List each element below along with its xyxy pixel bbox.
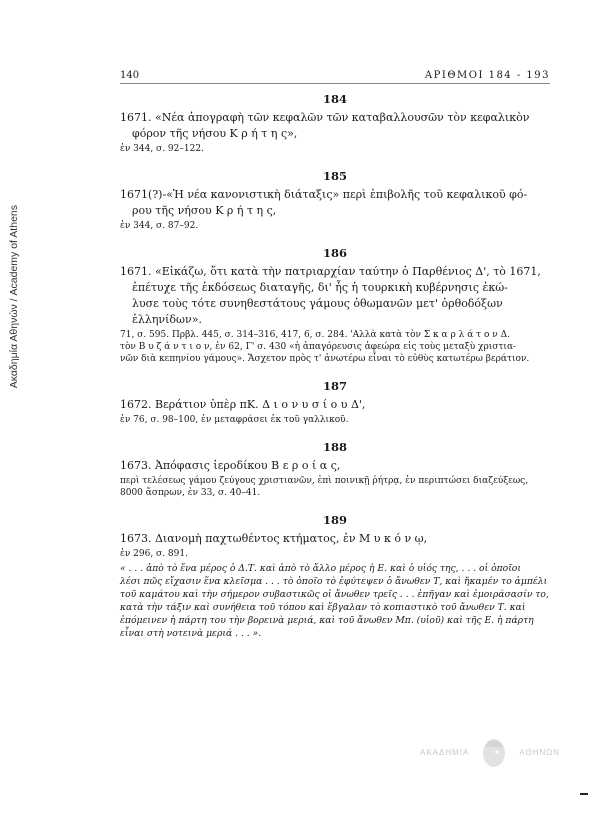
entry xyxy=(120,513,550,640)
entry-line: 1672. Βεράτιον ὑπὲρ πΚ. Δ ι ο ν υ σ ί ο υ Δ', xyxy=(120,398,366,411)
quote-line: ἐπόμεινεν ἡ πάρτη του τὴν βορεινὰ μεριά, καὶ τοῦ ἄνωθεν Μπ. (υἱοῦ) καὶ τῆς Ε. ἡ πάρτη xyxy=(120,615,534,626)
entry-reference xyxy=(120,548,550,560)
entry-number: 186 xyxy=(322,246,347,260)
entry-number: 188 xyxy=(322,440,347,454)
entry-text xyxy=(120,110,550,142)
entry-reference xyxy=(120,475,550,499)
entry-line: 1671. «Εἰκάζω, ὅτι κατὰ τὴν πατριαρχίαν ταύτην ὁ Παρθένιος Δ', τὸ 1671, xyxy=(120,265,541,278)
entry xyxy=(120,246,550,365)
reference-line: νῶν διὰ κεπηνίου γάμους». Ἄσχετον πρὸς τ' ἀνωτέρω εἶναι τὸ εὐθὺς κατωτέρω βεράτιον. xyxy=(120,354,530,364)
scan-mark xyxy=(580,793,588,795)
entry-quote xyxy=(120,562,550,640)
watermark-right-text: ΑΘΗΝΩΝ xyxy=(519,747,561,757)
reference-line: ἐν 344, σ. 87–92. xyxy=(120,221,199,231)
entry-line: ἐπέτυχε τῆς ἐκδόσεως διαταγῆς, δι' ἧς ἡ τουρκικὴ κυβέρνησις ἐκώ- xyxy=(132,281,508,294)
reference-line: ἐν 76, σ. 98–100, ἐν μεταφράσει ἐκ τοῦ γαλλικοῦ. xyxy=(120,415,349,425)
entry-line: λυσε τοὺς τότε συνηθεστάτους γάμους ὀθωμανῶν μετ' ὀρθοδόξων xyxy=(132,297,503,310)
entry-number: 184 xyxy=(322,92,347,106)
quote-line: κατὰ τὴν τάξιν καὶ συνήθεια τοῦ τόπου καὶ ἔβγαλαν τὸ κοπιαστικὸ τοῦ ἄνωθεν Τ. καὶ xyxy=(120,602,526,613)
entry-line: 1673. Ἀπόφασις ἱεροδίκου Β ε ρ ο ί α ς, xyxy=(120,459,341,472)
reference-line: περὶ τελέσεως γάμου ζεύγους χριστιανῶν, ἐπὶ ποινικῇ ῥήτρᾳ, ἐν περιπτώσει διαζεύξεως, xyxy=(120,476,529,486)
entry-line: 1671. «Νέα ἀπογραφὴ τῶν κεφαλῶν τῶν καταβαλλουσῶν τὸν κεφαλικὸν xyxy=(120,111,530,124)
entry-text xyxy=(120,187,550,219)
entry-text xyxy=(120,531,550,547)
watermark-left-text: ΑΚΑΔΗΜΙΑ xyxy=(420,747,470,757)
academy-watermark xyxy=(420,735,560,769)
entry xyxy=(120,169,550,232)
entry-line: 1673. Διανομὴ παχτωθέντος κτήματος, ἐν Μ υ κ ό ν ῳ, xyxy=(120,532,428,545)
reference-line: ἐν 296, σ. 891. xyxy=(120,549,188,559)
entry-line: ἑλληνίδων». xyxy=(132,313,202,326)
page xyxy=(120,70,550,654)
entry-text xyxy=(120,264,550,328)
athena-head-icon xyxy=(479,735,509,769)
reference-line: τὸν Β υ ζ ά ν τ ι ο ν, ἐν 62, Γ' σ. 430 «ἡ ἀπαγόρευσις ἀφεώρα εἰς τοὺς μεταξὺ χριστια- xyxy=(120,342,517,352)
entry-reference xyxy=(120,143,550,155)
side-label: Ακαδημία Αθηνών / Academy of Athens xyxy=(8,205,20,389)
entry-reference xyxy=(120,329,550,365)
entry-reference xyxy=(120,220,550,232)
entry-number: 185 xyxy=(322,169,347,183)
reference-line: ἐν 344, σ. 92–122. xyxy=(120,144,204,154)
entry xyxy=(120,379,550,426)
entry-number: 187 xyxy=(322,379,347,393)
quote-line: « . . . ἀπὸ τὸ ἕνα μέρος ὁ Δ.Τ. καὶ ἀπὸ τὸ ἄλλο μέρος ἡ Ε. καὶ ὁ υἱός της, . . . οἱ ὁποῖοι xyxy=(120,563,521,574)
page-number: 140 xyxy=(120,70,140,81)
entry xyxy=(120,440,550,499)
reference-line: 8000 ἄσπρων, ἐν 33, σ. 40–41. xyxy=(120,488,261,498)
page-header xyxy=(120,70,550,84)
entry-line: φόρον τῆς νήσου Κ ρ ή τ η ς», xyxy=(132,127,298,140)
entry-line: ρου τῆς νήσου Κ ρ ή τ η ς, xyxy=(132,204,277,217)
entry-reference xyxy=(120,414,550,426)
running-title: ΑΡΙΘΜΟΙ 184 - 193 xyxy=(424,70,550,81)
reference-line: 71, σ. 595. Πρβλ. 445, σ. 314–316, 417, 6, σ. 284. 'Αλλὰ κατὰ τὸν Σ κ α ρ λ ά τ ο ν Δ. xyxy=(120,330,510,340)
quote-line: εἶναι στὴ νοτεινὰ μεριά . . . ». xyxy=(120,628,262,639)
entry-number: 189 xyxy=(322,513,347,527)
quote-line: λέσι πῶς εἴχασιν ἕνα κλεῖσμα . . . τὸ ὁποῖο τὸ ἐφύτεψεν ὁ ἄνωθεν Τ, καὶ ἤκαμέν το ἀμπέλι xyxy=(120,576,548,587)
entry-text xyxy=(120,458,550,474)
entry-line: 1671(?)-«Ἡ νέα κανονιστικὴ διάταξις» περὶ ἐπιβολῆς τοῦ κεφαλικοῦ φό- xyxy=(120,188,528,201)
entry-text xyxy=(120,397,550,413)
quote-line: τοῦ καμάτου καὶ τὴν σήμερον συβαστικῶς οἱ ἄνωθεν τρεῖς . . . ἐπῆγαν καὶ ἐμοιράσασίν το, xyxy=(120,589,549,600)
entry xyxy=(120,92,550,155)
